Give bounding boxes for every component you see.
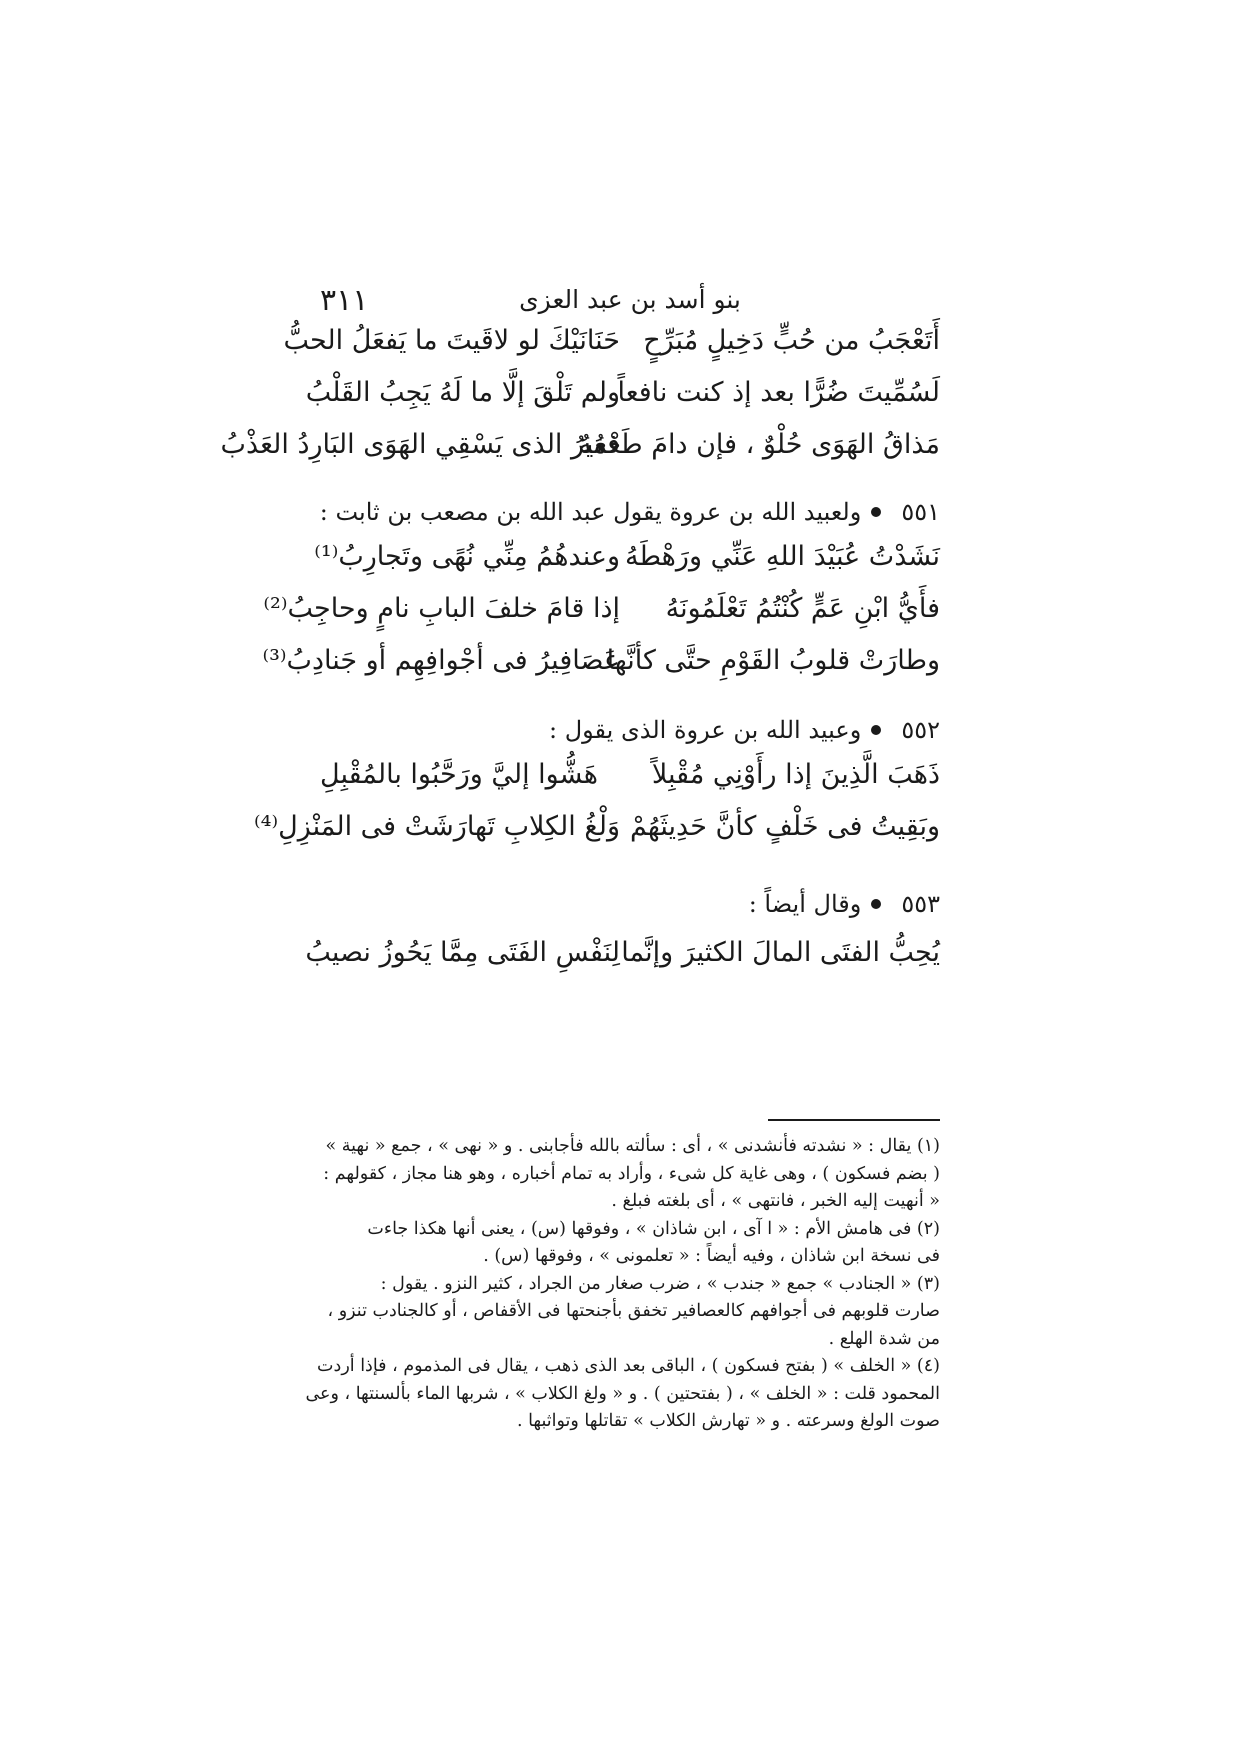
couplet (305, 366, 940, 418)
couplet (263, 582, 940, 634)
first-hemistich: فأَيُّ ابْنِ عَمٍّ كُنْتُمُ تَعْلَمُونَهُ (665, 592, 940, 624)
section-number: ٥٥٣ (901, 890, 940, 918)
first-hemistich: ذَهَبَ الَّذِينَ إذا رأَوْنِي مُقْبِلاً (651, 758, 940, 790)
section-text: وقال أيضاً : (748, 890, 862, 918)
footnote-line: من شدة الهلع . (828, 1328, 940, 1349)
footnote-line: (١) يقال : « نشدته فأنشدنى » ، أى : سألته بالله فأجابنى . و « نهى » ، جمع « نهية » (325, 1136, 940, 1156)
second-hemistich: وَلْغُ الكِلابِ تَهارَشَتْ فى المَنْزِلِ⁽⁴⁾ (253, 810, 620, 842)
section-heading-551 (320, 498, 940, 526)
footnote-line: (٢) فى هامش الأم : « ا آى ، ابن شاذان » ، وفوقها (س) ، يعنى أنها هكذا جاءت (367, 1218, 940, 1239)
first-hemistich: أَتَعْجَبُ من حُبٍّ دَخِيلٍ مُبَرِّحٍ (643, 324, 940, 356)
couplet (320, 748, 940, 800)
bullet-icon (871, 725, 881, 735)
stanza-2 (262, 530, 940, 686)
footnote-line: « أنهيت إليه الخبر ، فانتهى » ، أى بلغته فبلغ . (611, 1191, 940, 1211)
footnote-line: صوت الولغ وسرعته . و « تهارش الكلاب » تقاتلها وتواثبها . (516, 1411, 940, 1431)
section-text: ولعبيد الله بن عروة يقول عبد الله بن مصعب بن ثابت : (319, 498, 862, 526)
bullet-icon (871, 899, 881, 909)
stanza-4 (305, 926, 940, 978)
couplet (262, 634, 940, 686)
bullet-icon (871, 507, 881, 517)
second-hemistich: إذا قامَ خلفَ البابِ نامٍ وحاجِبُ⁽²⁾ (263, 592, 620, 624)
page-number: ٣١١ (320, 283, 369, 318)
section-heading-553 (320, 890, 940, 918)
couplet (220, 418, 940, 470)
couplet (305, 926, 940, 978)
first-hemistich: مَذاقُ الهَوَى حُلْوٌ ، فإن دامَ طَعْمُهُ (578, 428, 940, 460)
footnote-line: صارت قلوبهم فى أجوافهم كالعصافير تخفق بأجنحتها فى الأقفاص ، أو كالجنادب تنزو ، (327, 1301, 940, 1321)
second-hemistich: وعندهُمُ مِنِّي نُهًى وتَجارِبُ⁽¹⁾ (314, 540, 620, 572)
couplet (253, 800, 940, 852)
footnote-line: فى نسخة ابن شاذان ، وفيه أيضاً : « تعلمونى » ، وفوقها (س) . (483, 1246, 940, 1266)
footnote-line: (٣) « الجنادب » جمع « جندب » ، ضرب صغار من الجراد ، كثير النزو . يقول : (380, 1273, 940, 1294)
footnote-line: المحمود قلت : « الخلف » ، ( بفتحتين ) . و « ولغ الكلاب » ، شربها الماء بألسنتها ، وعى (305, 1383, 940, 1404)
section-text: وعبيد الله بن عروة الذى يقول : (548, 716, 862, 744)
second-hemistich: عَصَافِيرُ فى أجْوافِهِم أو جَنادِبُ⁽³⁾ (262, 644, 620, 676)
first-hemistich: وطارَتْ قلوبُ القَوْمِ حتَّى كأنَّها (606, 644, 940, 676)
stanza-3 (253, 748, 940, 852)
couplet (283, 314, 940, 366)
first-hemistich: نَشَدْتُ عُبَيْدَ اللهِ عَنِّي ورَهْطَهُ (625, 540, 940, 572)
second-hemistich: هَشُّوا إليَّ ورَحَّبُوا بالمُقْبِلِ (320, 758, 598, 790)
running-title: بنو أسد بن عبد العزى (519, 285, 741, 314)
second-hemistich: ولم تَلْقَ إلَّا ما لَهُ يَجِبُ القَلْبُ (305, 376, 620, 408)
section-heading-552 (320, 716, 940, 744)
stanza-1 (220, 314, 940, 470)
section-number: ٥٥٢ (901, 716, 940, 744)
second-hemistich: لِنَفْسِ الفَتَى مِمَّا يَحُوزُ نصيبُ (305, 936, 620, 968)
section-number: ٥٥١ (901, 498, 940, 526)
second-hemistich: فغيرُ الذى يَسْقِي الهَوَى البَارِدُ العَذْبُ (220, 428, 620, 460)
footnote-line: (٤) « الخلف » ( بفتح فسكون ) ، الباقى بعد الذى ذهب ، يقال فى المذموم ، فإذا أردت (317, 1356, 940, 1376)
footnote-line: ( بضم فسكون ) ، وهى غاية كل شىء ، وأراد به تمام أخباره ، وهو هنا مجاز ، كقولهم : (323, 1163, 940, 1184)
first-hemistich: وبَقِيتُ فى خَلْفٍ كأنَّ حَدِيثَهُمْ (629, 810, 940, 842)
footnote-divider (768, 1119, 940, 1121)
footnotes (282, 1133, 940, 1436)
couplet (314, 530, 940, 582)
second-hemistich: حَنَانَيْكَ لو لاقَيتَ ما يَفعَلُ الحبُّ (283, 324, 620, 356)
first-hemistich: يُحِبُّ الفتَى المالَ الكثيرَ وإنَّما (621, 936, 940, 968)
first-hemistich: لَسُمِّيتَ ضُرًّا بعد إذ كنت نافعاً (617, 376, 940, 408)
